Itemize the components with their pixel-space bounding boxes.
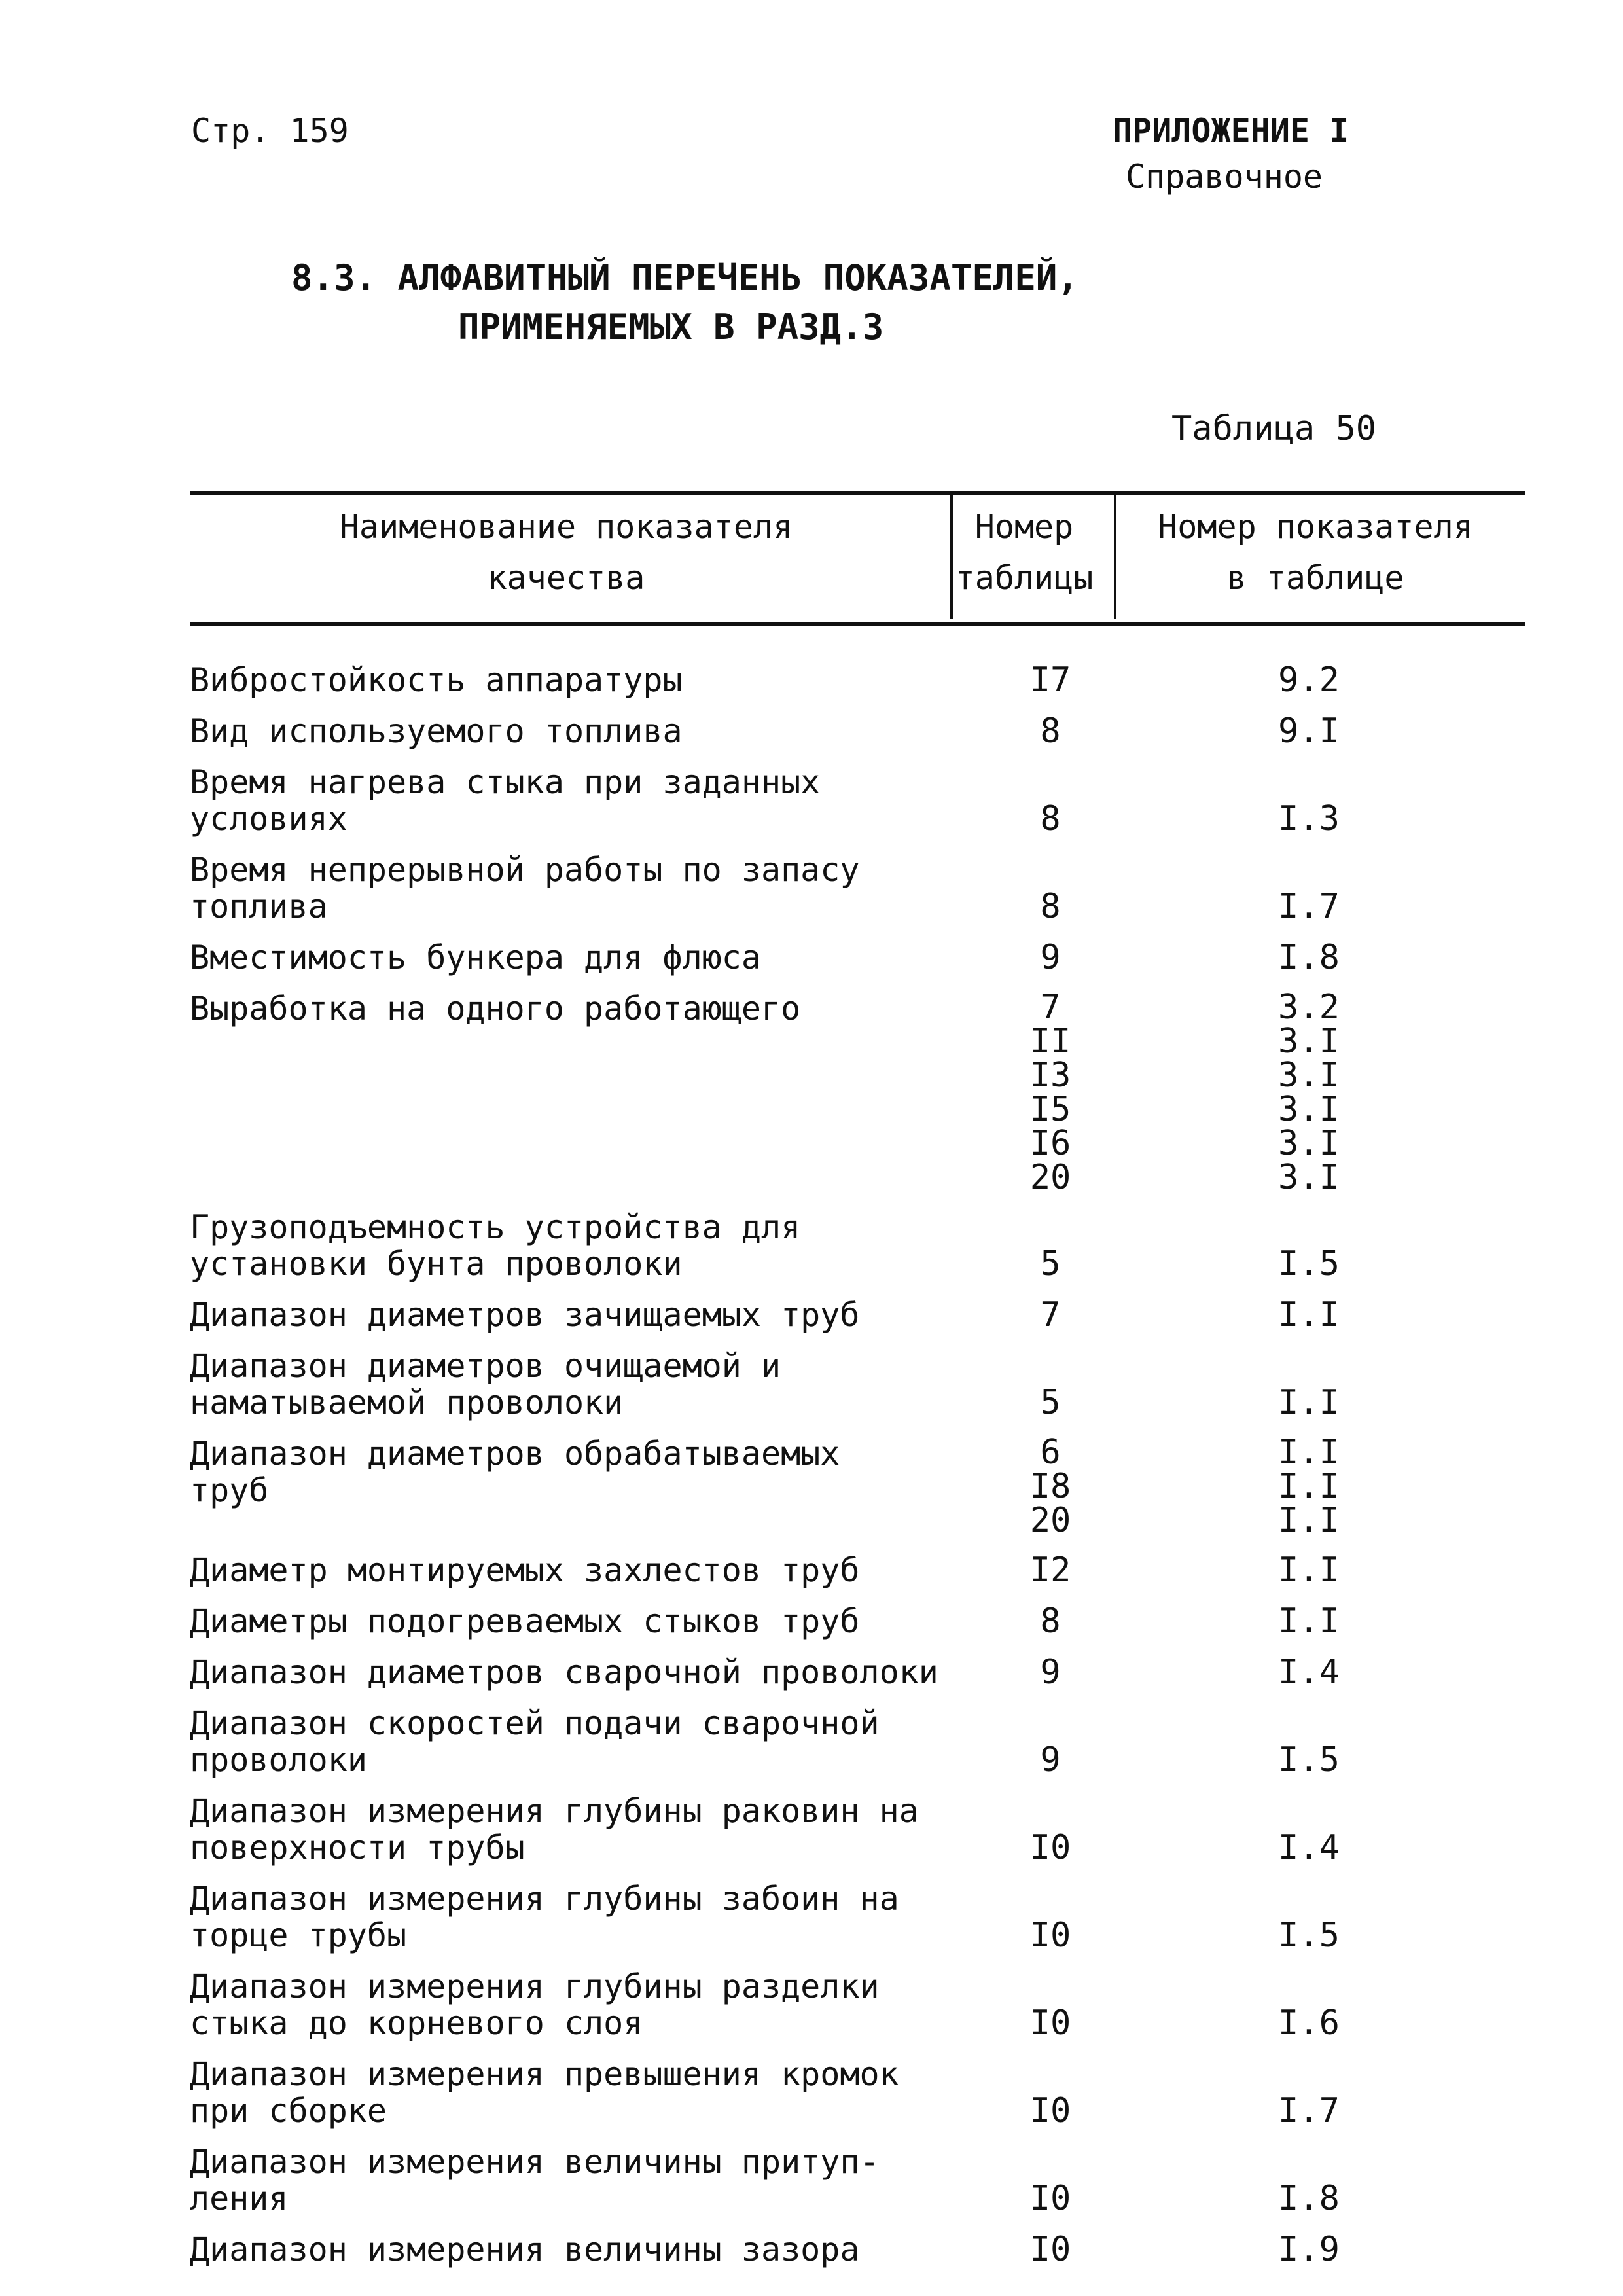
indicator-number-cell (1126, 713, 1492, 749)
section-title-line-2: ПРИМЕНЯЕМЫХ В РАЗД.3 (458, 306, 884, 348)
indicator-name: Время нагрева стыка при заданных условиях (190, 763, 821, 838)
indicator-number-cell (1126, 1552, 1492, 1588)
indicator-number: I.4 (1278, 1653, 1340, 1692)
indicator-number: I.3 (1278, 799, 1340, 838)
table-number-cell (975, 1433, 1126, 1540)
table-number-cell (975, 1384, 1126, 1421)
table-number: I0 (1029, 2230, 1071, 2269)
column-divider (1114, 495, 1116, 619)
indicator-number: 3.2 (1278, 988, 1340, 1027)
page-number: Стр. 159 (191, 112, 349, 150)
indicator-table (190, 491, 1525, 2282)
table-number: 9 (1040, 1740, 1061, 1780)
indicator-number-cell (1126, 1603, 1492, 1640)
indicator-name: Выработка на одного работающего (190, 990, 801, 1028)
table-number-cell (975, 888, 1126, 925)
indicator-number-cell (1126, 888, 1492, 925)
table-row (190, 1793, 1525, 1866)
indicator-name: Вместимость бункера для флюса (190, 939, 761, 977)
indicator-name: Диаметр монтируемых захлестов труб (190, 1551, 860, 1589)
table-row (190, 852, 1525, 925)
table-row (190, 1433, 1525, 1540)
indicator-name: Диапазон измерения превышения кромок при сборке (190, 2055, 899, 2130)
indicator-number-cell (1126, 1917, 1492, 1954)
appendix-note: Справочное (1126, 158, 1323, 196)
indicator-number: I.7 (1278, 887, 1340, 926)
indicator-number: I.9 (1278, 2230, 1340, 2269)
column-divider (950, 495, 953, 619)
indicator-number: I.7 (1278, 2091, 1340, 2130)
table-row (190, 1209, 1525, 1282)
table-number-cell (975, 800, 1126, 837)
table-number-cell (975, 1742, 1126, 1778)
indicator-number-cell (1126, 2180, 1492, 2217)
indicator-number: I.I (1278, 1551, 1340, 1590)
table-row (190, 1297, 1525, 1333)
table-number: 9 (1040, 938, 1061, 977)
indicator-number: I.4 (1278, 1828, 1340, 1867)
indicator-number: I.I (1278, 1467, 1340, 1506)
table-number-cell (975, 2180, 1126, 2217)
indicator-number: I.I (1278, 1602, 1340, 1641)
indicator-name: Диапазон диаметров обрабатываемых труб (190, 1435, 840, 1509)
column-header-indicator-number: Номер показателя в таблице (1158, 508, 1473, 597)
indicator-number: I.5 (1278, 1244, 1340, 1283)
indicator-number: I.6 (1278, 2003, 1340, 2043)
indicator-number: 3.I (1278, 1158, 1340, 1197)
indicator-name: Диапазон измерения величины притуп- ления (190, 2143, 880, 2217)
table-header (190, 495, 1525, 622)
indicator-name: Диапазон измерения глубины забоин на торце трубы (190, 1880, 899, 1954)
table-number: II (1029, 1022, 1071, 1061)
indicator-number: I.I (1278, 1383, 1340, 1422)
table-number: 7 (1040, 1295, 1061, 1335)
section-title-line-1: 8.3. АЛФАВИТНЫЙ ПЕРЕЧЕНЬ ПОКАЗАТЕЛЕЙ, (291, 257, 1079, 298)
indicator-number: 3.I (1278, 1124, 1340, 1163)
indicator-number-cell (1126, 1654, 1492, 1691)
table-number: I0 (1029, 1828, 1071, 1867)
indicator-number-cell (1126, 662, 1492, 698)
table-row (190, 1968, 1525, 2041)
indicator-number: I.I (1278, 1295, 1340, 1335)
column-header-table-number: Номер таблицы (955, 508, 1094, 597)
table-number: 7 (1040, 988, 1061, 1027)
column-header-name: Наименование показателя качества (339, 508, 793, 597)
indicator-number: I.5 (1278, 1740, 1340, 1780)
indicator-name: Диаметры подогреваемых стыков труб (190, 1602, 860, 1640)
indicator-number: 3.I (1278, 1022, 1340, 1061)
indicator-number: 3.I (1278, 1090, 1340, 1129)
indicator-number-cell (1126, 800, 1492, 837)
table-row (190, 1880, 1525, 1954)
appendix-label: ПРИЛОЖЕНИЕ I (1113, 112, 1349, 150)
table-row (190, 1654, 1525, 1691)
table-number-cell (975, 1297, 1126, 1333)
indicator-number-cell (1126, 1246, 1492, 1282)
table-number-cell (975, 1603, 1126, 1640)
indicator-name: Диапазон диаметров очищаемой и наматываемой проволоки (190, 1347, 781, 1422)
table-number-cell (975, 939, 1126, 976)
table-number: 8 (1040, 1602, 1061, 1641)
indicator-number: I.8 (1278, 938, 1340, 977)
table-number-cell (975, 1917, 1126, 1954)
table-number: 8 (1040, 711, 1061, 751)
table-row (190, 1552, 1525, 1588)
table-row (190, 939, 1525, 976)
indicator-name: Диапазон измерения глубины разделки стыка до корневого слоя (190, 1967, 880, 2042)
table-number: I7 (1029, 660, 1071, 700)
table-number: I5 (1029, 1090, 1071, 1129)
indicator-number: I.5 (1278, 1916, 1340, 1955)
table-row (190, 713, 1525, 749)
indicator-number-cell (1126, 988, 1492, 1197)
table-number: 9 (1040, 1653, 1061, 1692)
indicator-number: I.I (1278, 1433, 1340, 1472)
indicator-number: I.8 (1278, 2179, 1340, 2218)
table-number-cell (975, 2005, 1126, 2041)
table-row (190, 2231, 1525, 2268)
table-number: I0 (1029, 2091, 1071, 2130)
indicator-number-cell (1126, 2092, 1492, 2129)
table-number: 8 (1040, 799, 1061, 838)
indicator-name: Диапазон диаметров зачищаемых труб (190, 1296, 860, 1334)
indicator-name: Диапазон измерения величины зазора (190, 2231, 860, 2269)
table-body (190, 662, 1525, 2268)
indicator-number: 9.I (1278, 711, 1340, 751)
table-header-rule (190, 622, 1525, 626)
table-row (190, 1603, 1525, 1640)
table-number: 20 (1029, 1501, 1071, 1540)
table-number: I0 (1029, 2179, 1071, 2218)
indicator-name: Вид используемого топлива (190, 712, 683, 750)
indicator-number-cell (1126, 1433, 1492, 1540)
indicator-number: 9.2 (1278, 660, 1340, 700)
table-number-cell (975, 713, 1126, 749)
indicator-number: 3.I (1278, 1056, 1340, 1095)
table-label: Таблица 50 (1171, 409, 1377, 448)
indicator-number-cell (1126, 2005, 1492, 2041)
table-number-cell (975, 2231, 1126, 2268)
table-number-cell (975, 1654, 1126, 1691)
table-number: 20 (1029, 1158, 1071, 1197)
table-number: I6 (1029, 1124, 1071, 1163)
indicator-name: Вибростойкость аппаратуры (190, 661, 683, 699)
table-row (190, 1705, 1525, 1778)
indicator-name: Диапазон скоростей подачи сварочной проволоки (190, 1704, 880, 1779)
table-number-cell (975, 2092, 1126, 2129)
table-number: 5 (1040, 1383, 1061, 1422)
table-number: I0 (1029, 2003, 1071, 2043)
table-number: I3 (1029, 1056, 1071, 1095)
indicator-number-cell (1126, 939, 1492, 976)
indicator-number-cell (1126, 1829, 1492, 1866)
table-number: 8 (1040, 887, 1061, 926)
table-number-cell (975, 1246, 1126, 1282)
table-number: I8 (1029, 1467, 1071, 1506)
table-row (190, 2056, 1525, 2129)
indicator-number-cell (1126, 1742, 1492, 1778)
indicator-name: Грузоподъемность устройства для установки бунта проволоки (190, 1208, 801, 1283)
table-row (190, 2144, 1525, 2217)
table-row (190, 764, 1525, 837)
indicator-name: Диапазон измерения глубины раковин на поверхности трубы (190, 1792, 919, 1867)
indicator-name: Диапазон диаметров сварочной проволоки (190, 1653, 938, 1691)
indicator-number-cell (1126, 1297, 1492, 1333)
table-number: 5 (1040, 1244, 1061, 1283)
table-number: I2 (1029, 1551, 1071, 1590)
table-row (190, 988, 1525, 1197)
indicator-number-cell (1126, 2231, 1492, 2268)
table-number-cell (975, 1552, 1126, 1588)
indicator-name: Время непрерывной работы по запасу топлива (190, 851, 860, 925)
table-number-cell (975, 1829, 1126, 1866)
table-number-cell (975, 662, 1126, 698)
indicator-number-cell (1126, 1384, 1492, 1421)
table-number: 6 (1040, 1433, 1061, 1472)
table-number-cell (975, 988, 1126, 1197)
table-row (190, 1348, 1525, 1421)
indicator-number: I.I (1278, 1501, 1340, 1540)
table-number: I0 (1029, 1916, 1071, 1955)
table-row (190, 662, 1525, 698)
